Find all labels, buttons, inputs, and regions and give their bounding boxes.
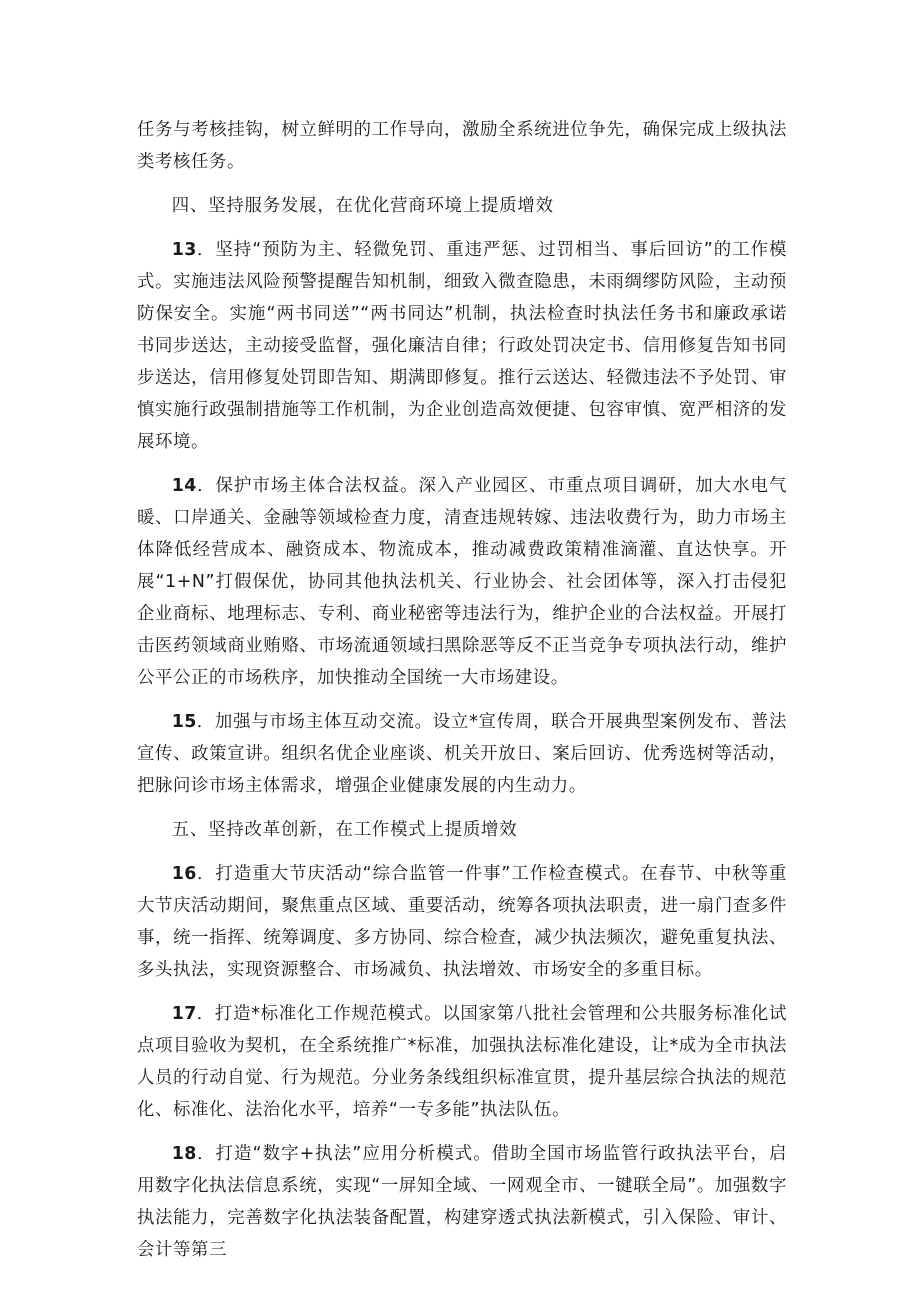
- heading-text: 五、坚持改革创新，在工作模式上提质增效: [171, 820, 518, 840]
- item-number: 15: [171, 712, 197, 732]
- paragraph-text: ．打造“数字+执法”应用分析模式。借助全国市场监管行政执法平台，启用数字化执法信息系统，实现“一屏知全域、一网观全市、一键联全局”。加强数字执法能力，完善数字化执法装备配置，构建穿透式执法新模式，引入保险、审计、会计等第三: [137, 1144, 787, 1260]
- paragraph-0: [137, 114, 787, 178]
- paragraph-text: ．打造重大节庆活动“综合监管一件事”工作检查模式。在春节、中秋等重大节庆活动期间，聚焦重点区域、重要活动，统筹各项执法职责，进一扇门查多件事，统一指挥、统筹调度、多方协同、综合检查，减少执法频次，避免重复执法、多头执法，实现资源整合、市场减负、执法增效、市场安全的多重目标。: [137, 864, 787, 980]
- paragraph-17: [137, 998, 787, 1126]
- section-heading-4: [137, 190, 787, 222]
- item-number: 13: [171, 240, 197, 260]
- item-number: 16: [171, 864, 197, 884]
- item-number: 18: [171, 1144, 197, 1164]
- paragraph-text: ．加强与市场主体互动交流。设立*宣传周，联合开展典型案例发布、普法宣传、政策宣讲。组织名优企业座谈、机关开放日、案后回访、优秀选树等活动，把脉问诊市场主体需求，增强企业健康发展的内生动力。: [137, 712, 787, 796]
- item-number: 14: [171, 476, 197, 496]
- paragraph-gap: [137, 458, 787, 470]
- paragraph-text: ．保护市场主体合法权益。深入产业园区、市重点项目调研，加大水电气暖、口岸通关、金融等领域检查力度，清查违规转嫁、违法收费行为，助力市场主体降低经营成本、融资成本、物流成本，推动减费政策精准滴灌、直达快享。开展“1+N”打假保优，协同其他执法机关、行业协会、社会团体等，深入打击侵犯企业商标、地理标志、专利、商业秘密等违法行为，维护企业的合法权益。开展打击医药领域商业贿赂、市场流通领域扫黑除恶等反不正当竞争专项执法行动，维护公平公正的市场秩序，加快推动全国统一大市场建设。: [137, 476, 787, 688]
- section-heading-5: [137, 814, 787, 846]
- paragraph-gap: [137, 222, 787, 234]
- paragraph-gap: [137, 178, 787, 190]
- paragraph-16: [137, 858, 787, 986]
- heading-text: 四、坚持服务发展，在优化营商环境上提质增效: [171, 196, 554, 216]
- paragraph-text: ．打造*标准化工作规范模式。以国家第八批社会管理和公共服务标准化试点项目验收为契机，在全系统推广*标准，加强执法标准化建设，让*成为全市执法人员的行动自觉、行为规范。分业务条线组织标准宣贯，提升基层综合执法的规范化、标准化、法治化水平，培养“一专多能”执法队伍。: [137, 1004, 787, 1120]
- item-number: 17: [171, 1004, 197, 1024]
- paragraph-gap: [137, 1126, 787, 1138]
- paragraph-text: ．坚持“预防为主、轻微免罚、重违严惩、过罚相当、事后回访”的工作模式。实施违法风险预警提醒告知机制，细致入微查隐患，未雨绸缪防风险，主动预防保安全。实施“两书同送”“两书同达”机制，执法检查时执法任务书和廉政承诺书同步送达，主动接受监督，强化廉洁自律；行政处罚决定书、信用修复告知书同步送达，信用修复处罚即告知、期满即修复。推行云送达、轻微违法不予处罚、审慎实施行政强制措施等工作机制，为企业创造高效便捷、包容审慎、宽严相济的发展环境。: [137, 240, 787, 452]
- paragraph-gap: [137, 986, 787, 998]
- document-page: [137, 114, 787, 1266]
- paragraph-gap: [137, 802, 787, 814]
- paragraph-14: [137, 470, 787, 694]
- paragraph-gap: [137, 846, 787, 858]
- paragraph-15: [137, 706, 787, 802]
- paragraph-18: [137, 1138, 787, 1266]
- paragraph-13: [137, 234, 787, 458]
- paragraph-text: 任务与考核挂钩，树立鲜明的工作导向，激励全系统进位争先，确保完成上级执法类考核任务。: [137, 120, 787, 172]
- paragraph-gap: [137, 694, 787, 706]
